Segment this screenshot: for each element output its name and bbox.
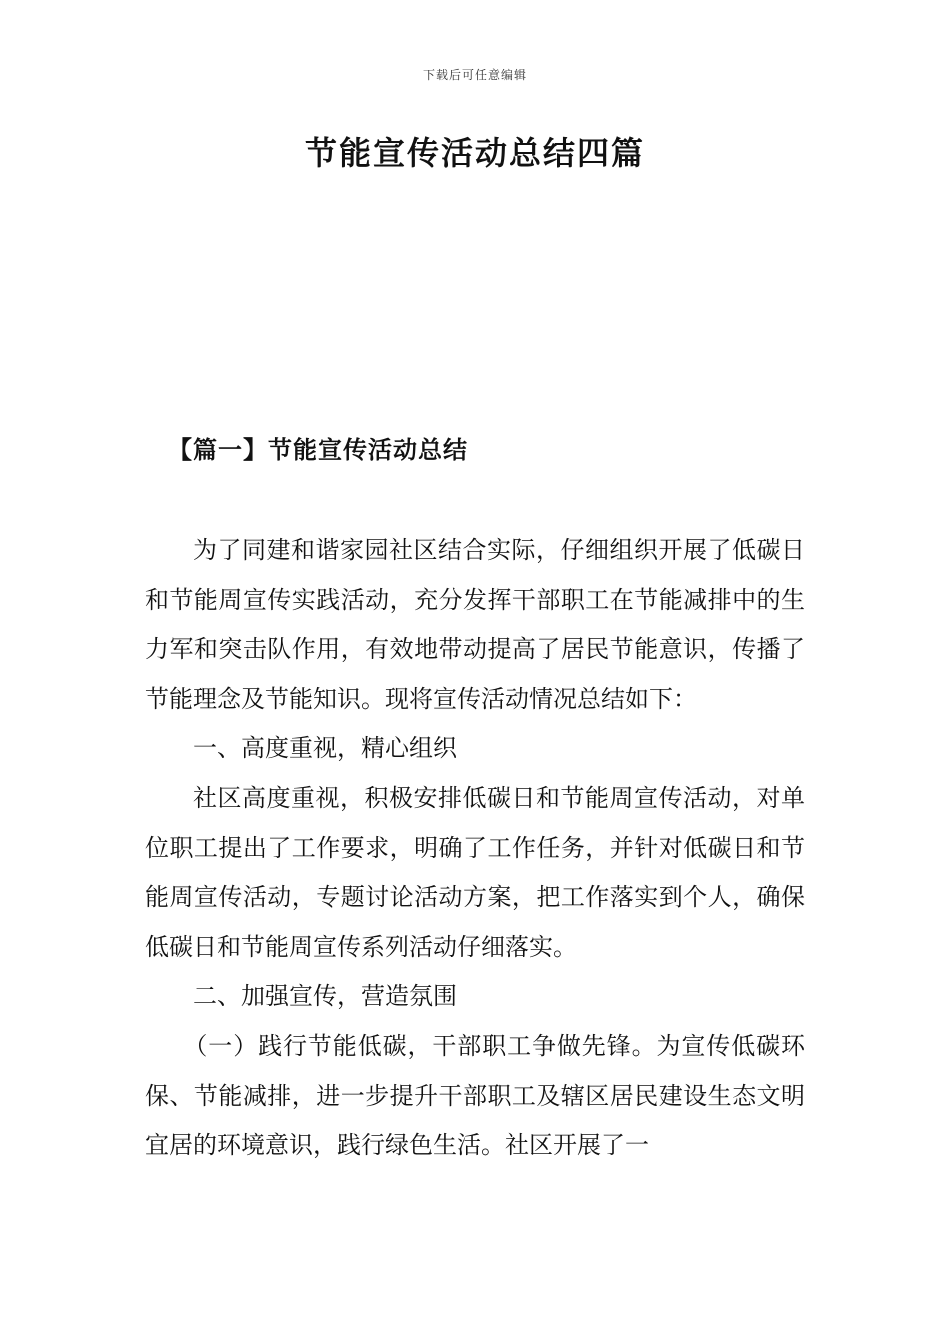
section-heading: 【篇一】节能宣传活动总结 [168,435,468,464]
subheading-2: 二、加强宣传，营造氛围 [193,982,457,1011]
paragraph-organization: 社区高度重视，积极安排低碳日和节能周宣传活动，对单位职工提出了工作要求，明确了工作任务，并针对低碳日和节能周宣传活动，专题讨论活动方案，把工作落实到个人，确保低碳日和节能周宣传系列活动仔细落实。 [145,783,805,961]
subheading-1: 一、高度重视，精心组织 [193,734,457,763]
document-body [145,526,805,1171]
document-title: 节能宣传活动总结四篇 [304,134,645,172]
paragraph-publicity: （一）践行节能低碳，干部职工争做先锋。为宣传低碳环保、节能减排，进一步提升干部职工及辖区居民建设生态文明宜居的环境意识，践行绿色生活。社区开展了一 [145,1031,805,1160]
header-note: 下载后可任意编辑 [422,68,527,82]
paragraph-intro: 为了同建和谐家园社区结合实际，仔细组织开展了低碳日和节能周宣传实践活动，充分发挥干部职工在节能减排中的生力军和突击队作用，有效地带动提高了居民节能意识，传播了节能理念及节能知识。现将宣传活动情况总结如下： [145,536,805,713]
